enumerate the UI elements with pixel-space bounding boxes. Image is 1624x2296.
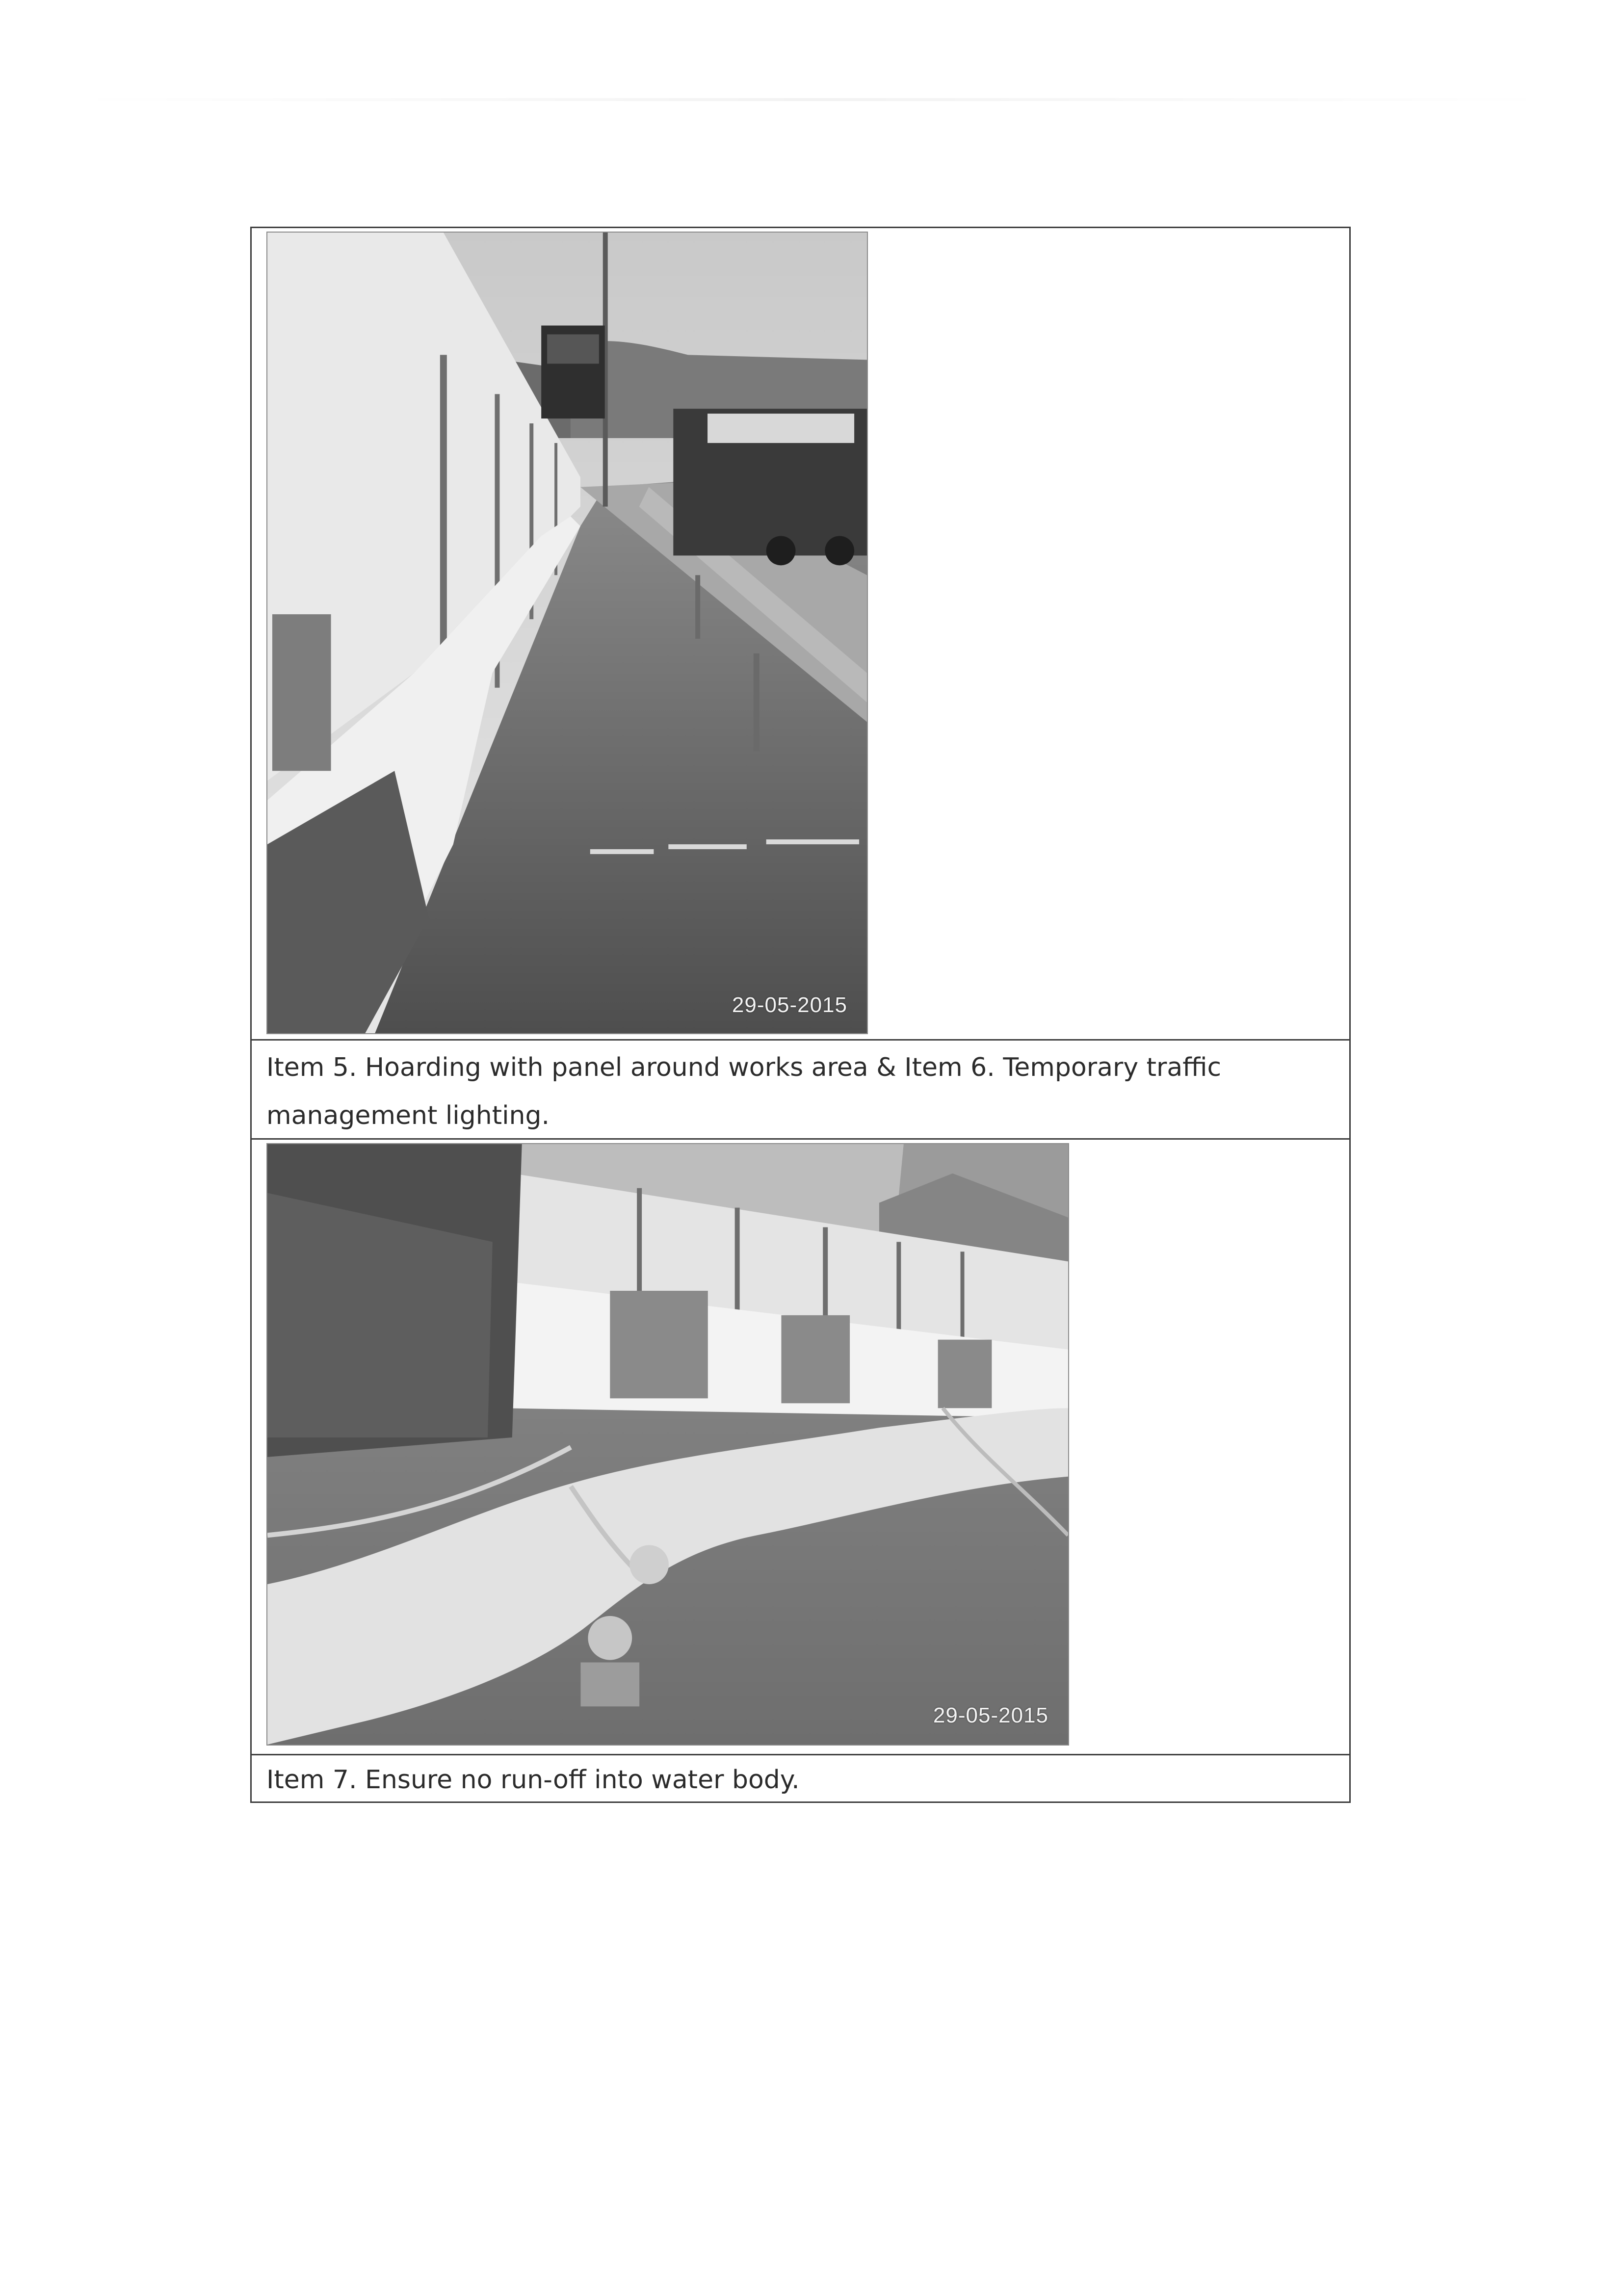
- photo-covered-slope: [266, 1143, 1069, 1746]
- scan-artifact: [69, 98, 1555, 101]
- photo-record-table: [250, 227, 1351, 1803]
- covered-slope-photo-icon: [267, 1144, 1068, 1745]
- photo-date-stamp: 29-05-2015: [732, 993, 847, 1017]
- table-row-divider: [252, 1039, 1349, 1041]
- photo-caption: Item 5. Hoarding with panel around works area & Item 6. Temporary traffic management lighting.: [266, 1053, 1222, 1130]
- photo-hoarding-walkway: [266, 232, 868, 1034]
- photo-caption: Item 7. Ensure no run-off into water body.: [266, 1765, 800, 1795]
- hoarding-walkway-photo-icon: [267, 233, 867, 1033]
- photo-date-stamp: 29-05-2015: [933, 1703, 1048, 1727]
- table-row-divider: [252, 1754, 1349, 1755]
- table-row-divider: [252, 1138, 1349, 1140]
